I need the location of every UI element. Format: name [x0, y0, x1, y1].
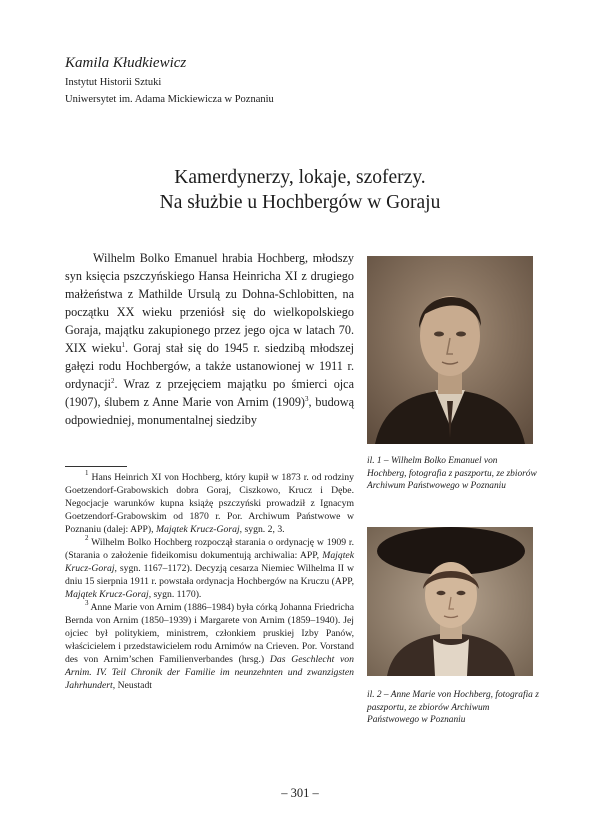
footnote-separator — [65, 466, 127, 467]
footnotes — [65, 471, 354, 692]
footnote-ref-3[interactable]: 3 — [304, 395, 309, 403]
article-title-line-1: Kamerdynerzy, lokaje, szoferzy. — [174, 167, 426, 188]
figure-1-caption: il. 1 – Wilhelm Bolko Emanuel von Hochberg, fotografia z paszportu, ze zbiorów Archiwum Państwowego w Poznaniu — [367, 456, 537, 492]
footnote-2: $^2$ Wilhelm Bolko Hochberg rozpoczął starania o ordynację w 1909 r. (Starania o założenie fideikomisu dokumentują archiwalia: APP, Majątek Krucz-Goraj, sygn. 1167–1172). Decyzją cesarza Niemiec Wilhelma II w dniu 15 sierpnia 1911 r. powstała ordynacja Hochbergów na Kruczu (APP, Majątek Krucz-Goraj, sygn. 1170). — [65, 534, 354, 600]
author-institute: Instytut Historii Sztuki — [65, 77, 162, 88]
footnote-ref-1[interactable]: 1 — [121, 341, 126, 349]
portrait-photo-woman — [367, 527, 533, 676]
author-university: Uniwersytet im. Adama Mickiewicza w Poznaniu — [65, 94, 274, 105]
footnote-ref-2[interactable]: 2 — [111, 377, 115, 385]
author-name: Kamila Kłudkiewicz — [65, 55, 187, 71]
body-paragraph: Wilhelm Bolko Emanuel hrabia Hochberg, młodszy syn księcia pszczyńskiego Hansa Heinricha XI z drugiego małżeństwa z Mathilde Ursulą zu Dohna-Schlobitten, na początku XX wieku przeniósł się do wielkopolskiego Goraja, majątku zakupionego przez jego ojca w latach 70. XIX wieku$^1$. Goraj stał się do 1945 r. siedzibą młodszej gałęzi rodu Hochbergów, a także ustanowionej w 1911 r. ordynacji$^2$. Wraz z przejęciem majątku po śmierci ojca (1907), ślubem z Anne Marie von Arnim $(1909)^3$, budową odpowiedniej, monumentalnej siedziby — [65, 251, 354, 427]
body-text — [65, 249, 354, 429]
footnote-3: $^3$ Anne Marie von Arnim (1886–1984) była córką Johanna Friedricha Bernda von Arnim (1850–1939) i Margarete von Arnim (1859–1940). Jej ojciec był politykiem, ministrem, członkiem pruskiej Izby Panów, właścicielem i przedstawicielem rodu Arnimów na Crieven. Por. Vorstand des von Arnim’schen Familienverbandes (hrsg.) Das Geschlecht von Arnim. IV. Teil Chronik der Familie im neunzehnten und zwanzigsten Jahrhundert, Neustadt — [65, 599, 354, 691]
footnote-1: $^1$ Hans Heinrich XI von Hochberg, który kupił w 1873 r. od rodziny Goetzendorf-Grabowskich dobra Goraj, Ciszkowo, Krucz i Dębe. Negocjacje warunków kupna książę pszczyński prowadził z Ignacym Goetzendorf-Grabowskim od 1870 r. Por. Archiwum Państwowe w Poznaniu (dalej: APP), Majątek Krucz-Goraj, sygn. 2, 3. — [65, 469, 354, 535]
portrait-photo-man — [367, 256, 533, 444]
figure-2-caption: il. 2 – Anne Marie von Hochberg, fotografia z paszportu, ze zbiorów Archiwum Państwowego w Poznaniu — [367, 690, 539, 726]
article-title-line-2: Na służbie u Hochbergów w Goraju — [159, 192, 441, 213]
page-number: – 301 – — [281, 786, 319, 800]
